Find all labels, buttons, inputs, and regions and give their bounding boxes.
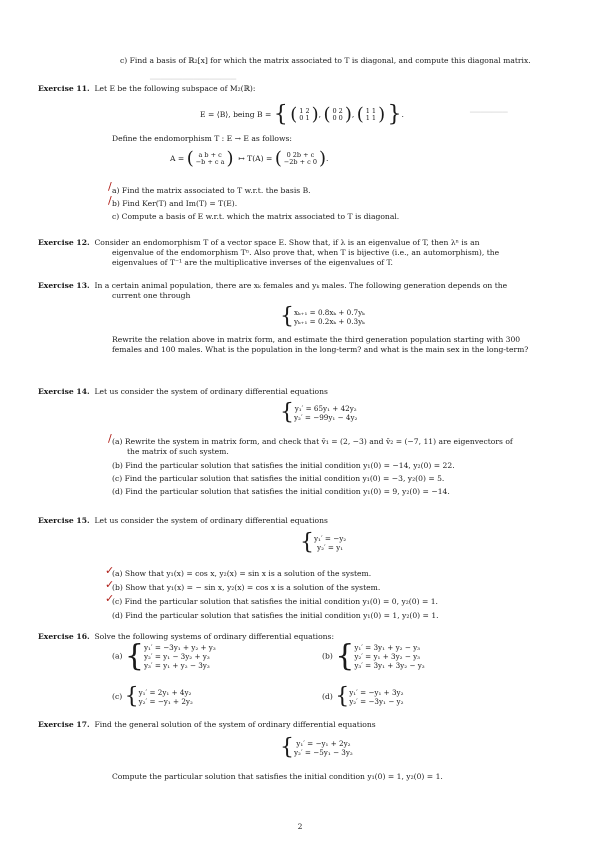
system-equation: y₁′ = 65y₁ + 42y₂ (294, 404, 357, 413)
system-16a: (a) { y₁′ = −3y₁ + y₂ + y₃ y₂′ = y₁ − 3y₂ + y₃ y₃′ = y₁ + y₂ − 3y₃ (112, 638, 216, 674)
system-equation: yₖ₊₁ = 0.2xₖ + 0.3yₖ (294, 317, 365, 326)
exercise-12-line: eigenvalue of the endomorphism Tⁿ. Also prove that, when T is bijective (i.e., an automorphism), the (112, 248, 500, 257)
exercise-13-line: Rewrite the relation above in matrix form, and estimate the third generation population starting with 300 (112, 335, 521, 344)
population-system: { xₖ₊₁ = 0.8xₖ + 0.7yₖ yₖ₊₁ = 0.2xₖ + 0.3yₖ (280, 304, 365, 329)
a-matrix-row: a b + c (198, 151, 222, 159)
system-equation: y₂′ = −5y₁ − 3y₂ (294, 748, 353, 757)
exercise-11-intro: Let E be the following subspace of M₂(ℝ): (94, 84, 256, 93)
basis-matrix-2-row: 0 2 (332, 107, 343, 115)
exercise-14-label: Exercise 14. (38, 387, 90, 396)
exercise-11-label: Exercise 11. (38, 84, 90, 93)
exercise-15-item: (b) Show that y₁(x) = − sin x, y₂(x) = cos x is a solution of the system. (112, 583, 381, 592)
exercise-17 (38, 720, 376, 729)
exercise-14-item: (d) Find the particular solution that satisfies the initial condition y₁(0) = 9, y₂(0) = −14. (112, 487, 450, 496)
ode-system-14: { y₁′ = 65y₁ + 42y₂ y₂′ = −99y₁ − 4y₂ (280, 400, 358, 425)
exercise-11-item-a: a) Find the matrix associated to T w.r.t. the basis B. (112, 186, 311, 195)
exercise-13-label: Exercise 13. (38, 281, 90, 290)
exercise-12-line: eigenvalues of T⁻¹ are the multiplicative inverses of the eigenvalues of T. (112, 258, 393, 267)
handwritten-check-mark: ✓ (105, 592, 115, 605)
system-equation: xₖ₊₁ = 0.8xₖ + 0.7yₖ (294, 308, 365, 317)
system-label: (b) (322, 651, 333, 661)
system-label: (c) (112, 692, 123, 701)
exercise-17-intro: Find the general solution of the system of ordinary differential equations (94, 720, 376, 729)
system-equation: y₁′ = −y₂ (314, 534, 347, 543)
exercise-14-item: (a) Rewrite the system in matrix form, and check that v̄₁ = (2, −3) and v̄₂ = (−7, 11) are eigenvectors of (112, 437, 513, 446)
exercise-15-label: Exercise 15. (38, 516, 90, 525)
system-equation: y₁′ = 3y₁ + y₂ − y₃ (354, 643, 421, 652)
exercise-16-label: Exercise 16. (38, 632, 90, 641)
system-label: (d) (322, 692, 333, 701)
exercise-13-line: current one through (112, 291, 191, 300)
bleed-through-text: ▁▁▁▁▁▁▁▁▁▁▁▁▁▁▁▁ (150, 72, 237, 80)
system-equation: y₂′ = y₁ + 3y₂ − y₃ (354, 652, 421, 661)
exercise-16-intro: Solve the following systems of ordinary differential equations: (94, 632, 335, 641)
basis-matrix-1-row: 0 1 (299, 114, 310, 122)
system-equation: y₂′ = y₁ − 3y₂ + y₃ (143, 652, 210, 661)
exercise-13-line: females and 100 males. What is the population in the long-term? and what is the main sex in the long-term? (112, 345, 529, 354)
exercise-16 (38, 632, 334, 641)
basis-matrix-3-row: 1 1 (365, 107, 377, 115)
exercise-14-item: (b) Find the particular solution that satisfies the initial condition y₁(0) = −14, y₂(0) = 22. (112, 461, 455, 470)
basis-definition-text: E = ⟨B⟩, being B = (200, 110, 272, 119)
basis-matrix-3-row: 1 1 (365, 114, 377, 122)
handwritten-check-mark: / (108, 194, 112, 207)
handwritten-check-mark: / (108, 432, 112, 445)
endomorphism-definition: A = ( a b + c −b + c a ) ↦ T(A) = ( 0 2b + c −2b + c 0 ). (170, 148, 329, 169)
basis-definition: E = ⟨B⟩, being B = { ( 1 2 0 1 ), ( 0 2 0 0 ), ( 1 1 1 1 ) }. (200, 102, 404, 127)
exercise-12 (38, 238, 480, 247)
system-equation: y₂′ = −99y₁ − 4y₂ (294, 413, 358, 422)
exercise-14-intro: Let us consider the system of ordinary differential equations (94, 387, 328, 396)
exercise-15-item: (a) Show that y₁(x) = cos x, y₂(x) = sin x is a solution of the system. (112, 569, 372, 578)
exercise-10c-text: c) Find a basis of ℝ₂[x] for which the matrix associated to T is diagonal, and compute this diagonal matrix. (120, 56, 531, 65)
exercise-15-intro: Let us consider the system of ordinary differential equations (94, 516, 328, 525)
system-equation: y₁′ = −y₁ + 2y₂ (296, 739, 351, 748)
exercise-17-after: Compute the particular solution that satisfies the initial condition y₁(0) = 1, y₂(0) = 1. (112, 772, 443, 781)
system-equation: y₁′ = −y₁ + 3y₂ (349, 688, 404, 697)
system-equation: y₁′ = 2y₁ + 4y₂ (138, 688, 192, 697)
system-equation: y₃′ = 3y₁ + 3y₂ − y₃ (354, 661, 425, 670)
exercise-14-item: the matrix of such system. (127, 447, 229, 456)
system-16c: (c) { y₁′ = 2y₁ + 4y₂ y₂′ = −y₁ + 2y₂ (112, 684, 193, 709)
system-equation: y₂′ = y₁ (317, 543, 344, 552)
system-equation: y₁′ = −3y₁ + y₂ + y₃ (143, 643, 216, 652)
exercise-14-item: (c) Find the particular solution that satisfies the initial condition y₁(0) = −3, y₂(0) = 5. (112, 474, 445, 483)
exercise-14 (38, 387, 328, 396)
map-lhs: A = (170, 154, 185, 163)
exercise-13 (38, 281, 507, 290)
handwritten-check-mark: ✓ (105, 578, 115, 591)
page-number: 2 (297, 822, 303, 831)
exercise-11-item-b: b) Find Ker(T) and Im(T) = T(E). (112, 199, 238, 208)
map-arrow: ↦ T(A) = (238, 154, 273, 163)
exercise-15 (38, 516, 328, 525)
a-matrix-row: −b + c a (195, 158, 225, 166)
t-matrix-row: 0 2b + c (286, 151, 315, 159)
ode-system-17: { y₁′ = −y₁ + 2y₂ y₂′ = −5y₁ − 3y₂ (280, 735, 353, 760)
ode-system-15: { y₁′ = −y₂ y₂′ = y₁ (300, 530, 347, 555)
system-equation: y₃′ = y₁ + y₂ − 3y₃ (143, 661, 210, 670)
exercise-11 (38, 84, 255, 93)
system-16b: (b) { y₁′ = 3y₁ + y₂ − y₃ y₂′ = y₁ + 3y₂ − y₃ y₃′ = 3y₁ + 3y₂ − y₃ (322, 638, 425, 674)
exercise-15-item: (c) Find the particular solution that satisfies the initial condition y₁(0) = 0, y₂(0) = 1. (112, 597, 438, 606)
exercise-11-item-c: c) Compute a basis of E w.r.t. which the matrix associated to T is diagonal. (112, 212, 400, 221)
handwritten-check-mark: ✓ (105, 564, 115, 577)
bleed-through-text: ▁▁▁▁▁▁▁ (470, 105, 508, 113)
system-equation: y₂′ = −3y₁ − y₂ (349, 697, 404, 706)
system-label: (a) (112, 651, 123, 661)
exercise-15-item: (d) Find the particular solution that satisfies the initial condition y₁(0) = 1, y₂(0) = 1. (112, 611, 439, 620)
t-matrix-row: −2b + c 0 (283, 158, 318, 166)
basis-matrix-1-row: 1 2 (299, 107, 310, 115)
endomorphism-intro: Define the endomorphism T : E → E as follows: (112, 134, 292, 143)
handwritten-check-mark: / (108, 180, 112, 193)
exercise-17-label: Exercise 17. (38, 720, 90, 729)
basis-matrix-2-row: 0 0 (332, 114, 343, 122)
exercise-13-line: In a certain animal population, there are xₖ females and yₖ males. The following generation depends on the (94, 281, 508, 290)
exercise-12-line: Consider an endomorphism T of a vector space E. Show that, if λ is an eigenvalue of T, then λⁿ is an (94, 238, 480, 247)
system-16d: (d) { y₁′ = −y₁ + 3y₂ y₂′ = −3y₁ − y₂ (322, 684, 404, 709)
exercise-12-label: Exercise 12. (38, 238, 90, 247)
system-equation: y₂′ = −y₁ + 2y₂ (138, 697, 193, 706)
